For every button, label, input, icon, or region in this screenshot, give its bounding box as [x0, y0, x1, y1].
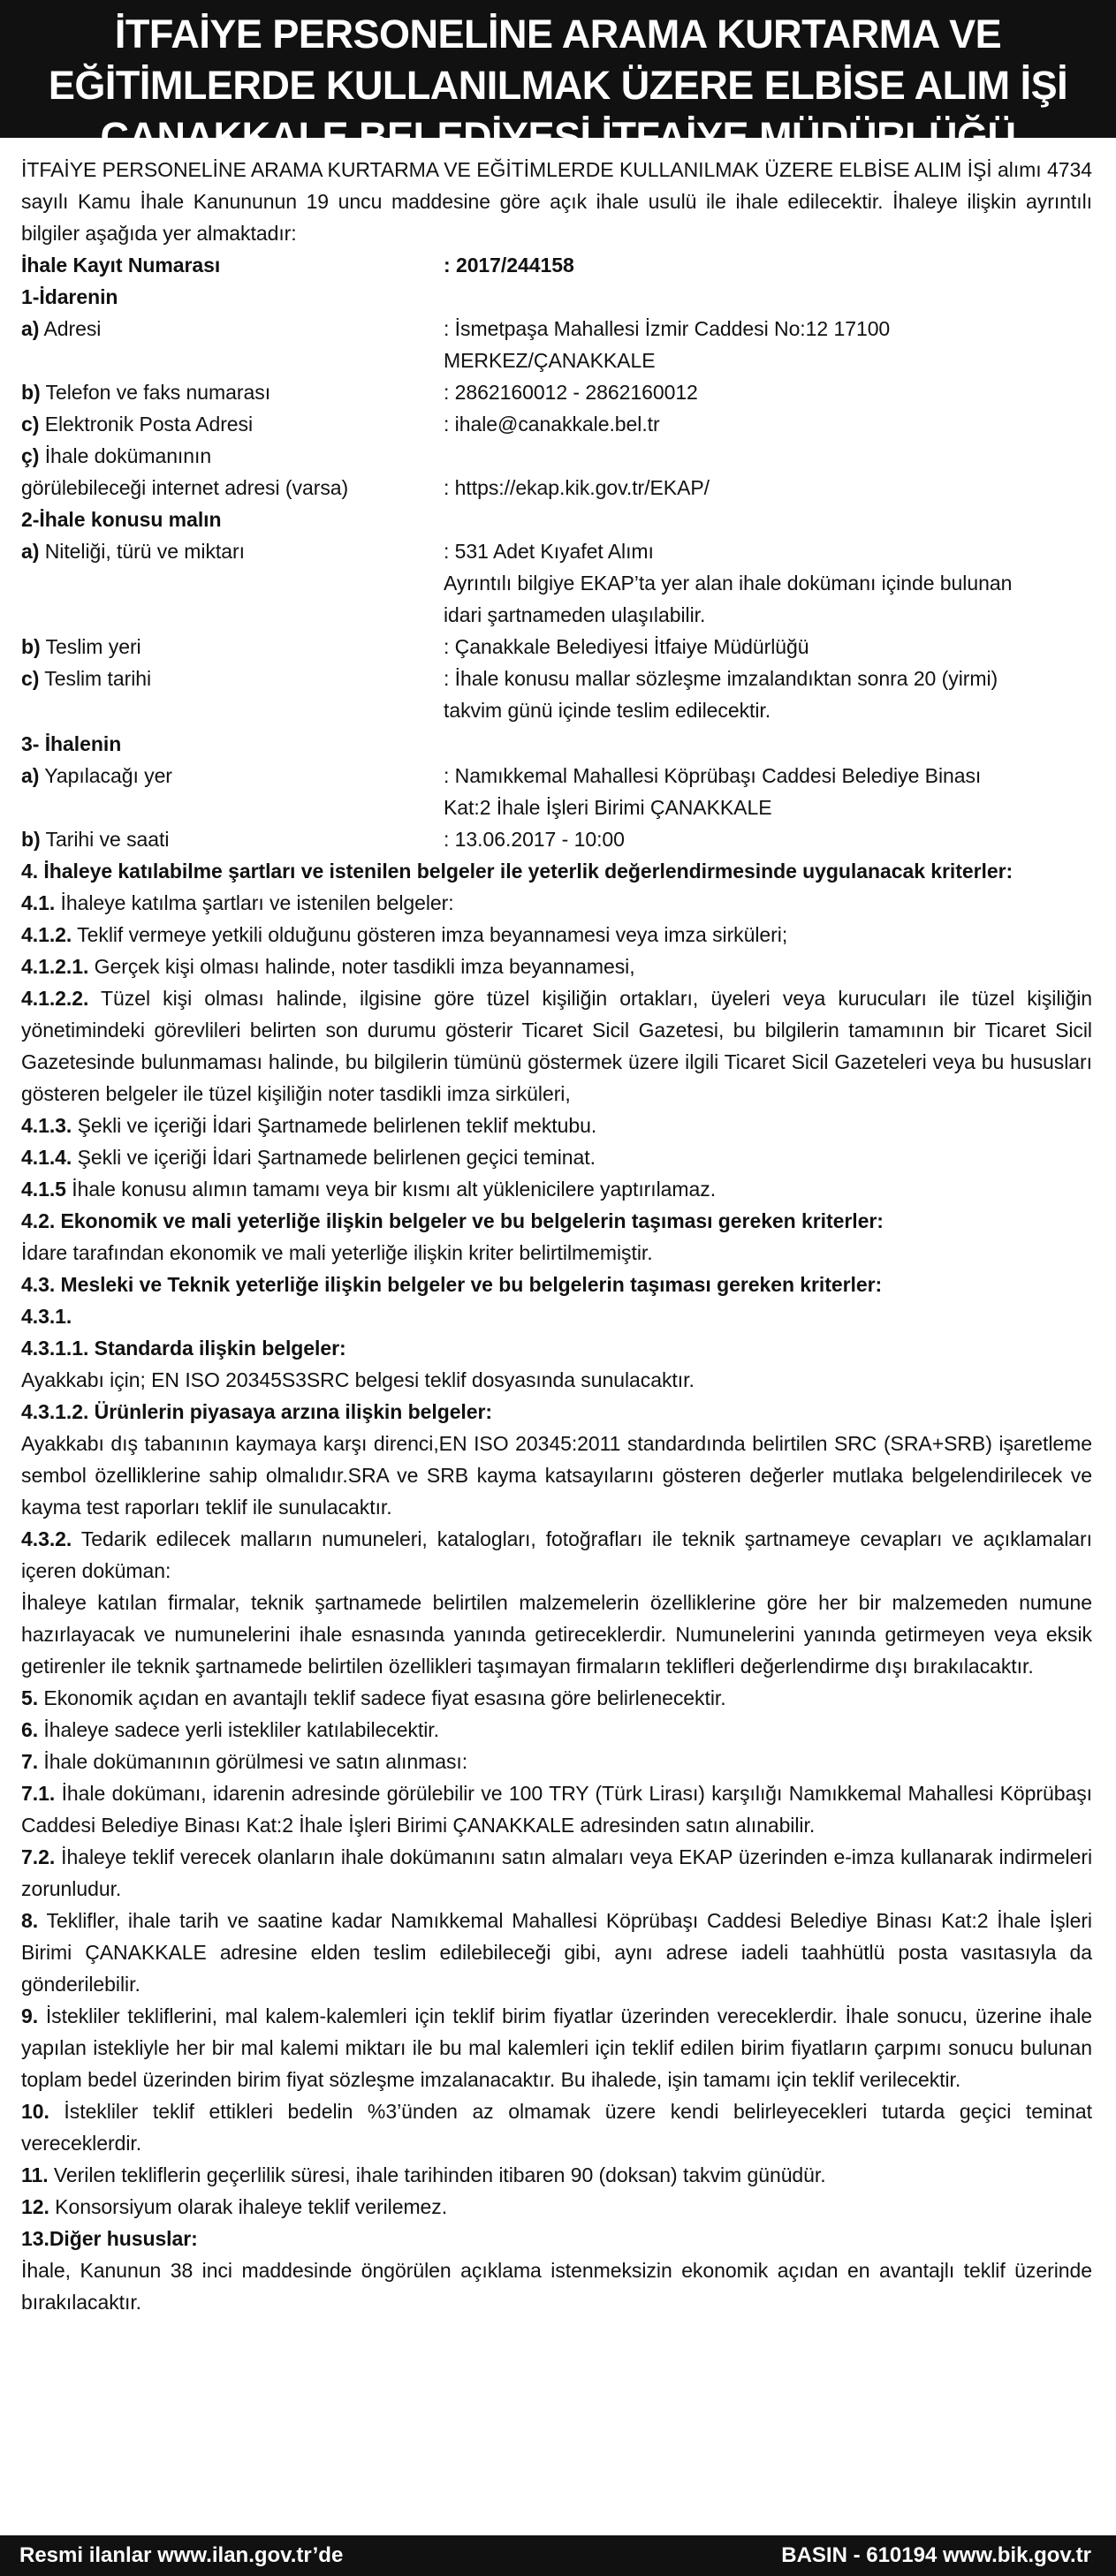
document-row	[21, 472, 1092, 504]
item-4-1-2: 4.1.2. Teklif vermeye yetkili olduğunu gösteren imza beyannamesi veya imza sirküleri;	[21, 923, 788, 946]
item-4-1-5: 4.1.5 İhale konusu alımın tamamı veya bir kısmı alt yüklenicilere yaptırılamaz.	[21, 1178, 717, 1201]
item-4-1-2-2: 4.1.2.2. Tüzel kişi olması halinde, ilgisine göre tüzel kişiliğin ortakları, üyeleri veya kurucuları ile tüzel kişiliğin yönetimindeki görevlileri belirten son durumu gösterir Ticaret Sicil Gazetesi, bu bilgilerin tamamının bir Ticaret Sicil Gazetesinde bulunmaması halinde, bu bilgilerin tümünü göstermek üzere ilgili Ticaret Sicil Gazeteleri veya bu hususları gösteren belgeler ile tüzel kişiliğin noter tasdikli imza sirküleri,	[21, 987, 1092, 1105]
document-label-1: ç) İhale dokümanının	[21, 444, 212, 467]
section-1-title: 1-İdarenin	[21, 285, 118, 308]
intro-paragraph: İTFAİYE PERSONELİNE ARAMA KURTARMA VE EĞİTİMLERDE KULLANILMAK ÜZERE ELBİSE ALIM İŞİ alımı 4734 sayılı Kamu İhale Kanununun 19 uncu maddesine göre açık ihale usulü ile ihale edilecektir. İhaleye ilişkin ayrıntılı bilgiler aşağıda yer almaktadır:	[21, 158, 1092, 245]
item-4-3-2-body: İhaleye katılan firmalar, teknik şartnamede belirtilen malzemelerin özelliklerine göre her bir malzemeden numune hazırlayacak ve numunelerini ihale esnasında yanında getireceklerdir. Numunelerini yanında getirmeyen veya eksik getirenler ile teknik şartnamede belirtilen özellikleri taşımayan firmaların teklifleri değerlendirme dışı bırakılacaktır.	[21, 1591, 1092, 1678]
section-2-title: 2-İhale konusu malın	[21, 508, 222, 531]
item-6: 6. İhaleye sadece yerli istekliler katılabilecektir.	[21, 1718, 439, 1741]
email-value: : ihale@canakkale.bel.tr	[444, 413, 660, 436]
item-4-1-3: 4.1.3. Şekli ve içeriği İdari Şartnamede belirlenen teklif mektubu.	[21, 1114, 597, 1137]
section-3-title: 3- İhalenin	[21, 732, 122, 755]
announcement-body	[0, 138, 1116, 2318]
delivery-place-value: : Çanakkale Belediyesi İtfaiye Müdürlüğü	[444, 635, 809, 658]
item-4-3-title: 4.3. Mesleki ve Teknik yeterliğe ilişkin belgeler ve bu belgelerin taşıması gereken kriterler:	[21, 1273, 883, 1296]
address-label: Adresi	[43, 317, 102, 340]
item-4-3-1: 4.3.1.	[21, 1305, 72, 1328]
item-4-1-2-1: 4.1.2.1. Gerçek kişi olması halinde, noter tasdikli imza beyannamesi,	[21, 955, 635, 978]
venue-label: Yapılacağı yer	[44, 764, 172, 787]
phone-value: : 2862160012 - 2862160012	[444, 381, 698, 404]
item-8: 8. Teklifler, ihale tarih ve saatine kadar Namıkkemal Mahallesi Köprübaşı Caddesi Belediye Binası Kat:2 İhale İşleri Birimi ÇANAKKALE adresine elden teslim edilebileceği gibi, aynı adrese iadeli taahhütlü posta vasıtasıyla da gönderilebilir.	[21, 1909, 1092, 1996]
phone-row: b) Telefon ve faks numarası : 2862160012 - 2862160012	[21, 376, 1092, 408]
item-13-body: İhale, Kanunun 38 inci maddesinde öngörülen açıklama istenmeksizin ekonomik açıdan en avantajlı teklif üzerinde bırakılacaktır.	[21, 2259, 1092, 2314]
quality-value-3: idari şartnameden ulaşılabilir.	[444, 603, 706, 626]
ikn-label: İhale Kayıt Numarası	[21, 254, 221, 277]
item-10: 10. İstekliler teklif ettikleri bedelin %3’ünden az olmamak üzere kendi belirleyecekleri tutarda geçici teminat vereceklerdir.	[21, 2100, 1092, 2155]
item-13-title: 13.Diğer hususlar:	[21, 2227, 198, 2250]
quality-label: Niteliği, türü ve miktarı	[44, 540, 245, 563]
item-4-1-4: 4.1.4. Şekli ve içeriği İdari Şartnamede belirlenen geçici teminat.	[21, 1146, 596, 1169]
email-row: c) Elektronik Posta Adresi : ihale@canakkale.bel.tr	[21, 408, 1092, 440]
address-value-1: : İsmetpaşa Mahallesi İzmir Caddesi No:12 17100	[444, 317, 891, 340]
item-4-2-title: 4.2. Ekonomik ve mali yeterliğe ilişkin belgeler ve bu belgelerin taşıması gereken kriterler:	[21, 1209, 884, 1232]
delivery-date-value-1: : İhale konusu mallar sözleşme imzalandıktan sonra 20 (yirmi)	[444, 667, 998, 690]
phone-label: Telefon ve faks numarası	[45, 381, 271, 404]
item-7: 7. İhale dokümanının görülmesi ve satın alınması:	[21, 1750, 468, 1773]
item-7-1: 7.1. İhale dokümanı, idarenin adresinde görülebilir ve 100 TRY (Türk Lirası) karşılığı Namıkkemal Mahallesi Köprübaşı Caddesi Belediye Binası Kat:2 İhale İşleri Birimi ÇANAKKALE adresinden satın alınabilir.	[21, 1782, 1092, 1837]
delivery-date-row: c) Teslim tarihi : İhale konusu mallar sözleşme imzalandıktan sonra 20 (yirmi)	[21, 663, 1092, 694]
item-11: 11. Verilen tekliflerin geçerlilik süresi, ihale tarihinden itibaren 90 (doksan) takvim günüdür.	[21, 2163, 826, 2186]
ikn-value: : 2017/244158	[444, 254, 574, 277]
announcement-footer	[0, 2535, 1116, 2576]
item-4-3-1-2-body: Ayakkabı dış tabanının kaymaya karşı direnci,EN ISO 20345:2011 standardında belirtilen SRC (SRA+SRB) işaretleme sembol özelliklerine sahip olmalıdır.SRA ve SRB kayma katsayılarını gösteren değerler mutlaka belgelendirilecek ve kayma test raporları teklif ile sunulacaktır.	[21, 1432, 1092, 1519]
section-4-title: 4. İhaleye katılabilme şartları ve istenilen belgeler ile yeterlik değerlendirmesinde uygulanacak kriterler:	[21, 860, 1014, 883]
document-label-2: görülebileceği internet adresi (varsa)	[21, 476, 349, 499]
ikn-row	[21, 249, 1092, 281]
quality-row: a) Niteliği, türü ve miktarı : 531 Adet Kıyafet Alımı	[21, 535, 1092, 567]
item-5: 5. Ekonomik açıdan en avantajlı teklif sadece fiyat esasına göre belirlenecektir.	[21, 1686, 726, 1709]
address-row: a) Adresi : İsmetpaşa Mahallesi İzmir Caddesi No:12 17100	[21, 313, 1092, 345]
header-line-2: EĞİTİMLERDE KULLANILMAK ÜZERE ELBİSE ALIM İŞİ	[48, 63, 1068, 108]
item-7-2: 7.2. İhaleye teklif verecek olanların ihale dokümanını satın almaları veya EKAP üzerinden e-imza kullanarak indirmeleri zorunludur.	[21, 1845, 1092, 1900]
venue-value-1: : Namıkkemal Mahallesi Köprübaşı Caddesi Belediye Binası	[444, 764, 982, 787]
address-value-2: MERKEZ/ÇANAKKALE	[444, 349, 656, 372]
tender-date-value: : 13.06.2017 - 10:00	[444, 828, 625, 851]
item-4-3-2: 4.3.2. Tedarik edilecek malların numuneleri, katalogları, fotoğrafları ile teknik şartnameye cevapları ve açıklamaları içeren doküman:	[21, 1527, 1092, 1582]
delivery-date-label: Teslim tarihi	[44, 667, 152, 690]
tender-date-label: Tarihi ve saati	[45, 828, 170, 851]
email-label: Elektronik Posta Adresi	[44, 413, 254, 436]
item-4-3-1-1-title: 4.3.1.1. Standarda ilişkin belgeler:	[21, 1337, 346, 1360]
header-line-3: ÇANAKKALE BELEDİYESİ İTFAİYE MÜDÜRLÜĞÜ	[100, 114, 1016, 159]
delivery-place-label: Teslim yeri	[45, 635, 141, 658]
item-4-3-1-1-body: Ayakkabı için; EN ISO 20345S3SRC belgesi teklif dosyasında sunulacaktır.	[21, 1368, 695, 1391]
item-4-3-1-2-title: 4.3.1.2. Ürünlerin piyasaya arzına ilişkin belgeler:	[21, 1400, 493, 1423]
footer-right: BASIN - 610194 www.bik.gov.tr	[781, 2543, 1091, 2567]
item-9: 9. İstekliler tekliflerini, mal kalem-kalemleri için teklif birim fiyatlar üzerinden vereceklerdir. İhale sonucu, üzerine ihale yapılan istekliyle her bir mal kalemi miktarı ile bu mal kalemleri için teklif edilen birim fiyatların çarpımı sonucu bulunan toplam bedel üzerinden birim fiyat sözleşme imzalanacaktır. Bu ihalede, işin tamamı için teklif verilecektir.	[21, 2004, 1092, 2091]
header-line-1: İTFAİYE PERSONELİNE ARAMA KURTARMA VE	[114, 11, 1002, 57]
document-url: : https://ekap.kik.gov.tr/EKAP/	[444, 476, 710, 499]
quality-value-1: : 531 Adet Kıyafet Alımı	[444, 540, 654, 563]
item-4-1: 4.1. İhaleye katılma şartları ve istenilen belgeler:	[21, 891, 454, 914]
venue-row: a) Yapılacağı yer : Namıkkemal Mahallesi Köprübaşı Caddesi Belediye Binası	[21, 760, 1092, 792]
announcement-header	[0, 0, 1116, 159]
footer-left: Resmi ilanlar www.ilan.gov.tr’de	[19, 2543, 344, 2567]
item-12: 12. Konsorsiyum olarak ihaleye teklif verilemez.	[21, 2195, 448, 2218]
item-4-2-body: İdare tarafından ekonomik ve mali yeterliğe ilişkin kriter belirtilmemiştir.	[21, 1241, 653, 1264]
venue-value-2: Kat:2 İhale İşleri Birimi ÇANAKKALE	[444, 796, 772, 819]
tender-date-row: b) Tarihi ve saati : 13.06.2017 - 10:00	[21, 823, 1092, 855]
delivery-place-row: b) Teslim yeri : Çanakkale Belediyesi İtfaiye Müdürlüğü	[21, 631, 1092, 663]
quality-value-2: Ayrıntılı bilgiye EKAP’ta yer alan ihale dokümanı içinde bulunan	[444, 572, 1013, 595]
delivery-date-value-2: takvim günü içinde teslim edilecektir.	[444, 699, 771, 722]
